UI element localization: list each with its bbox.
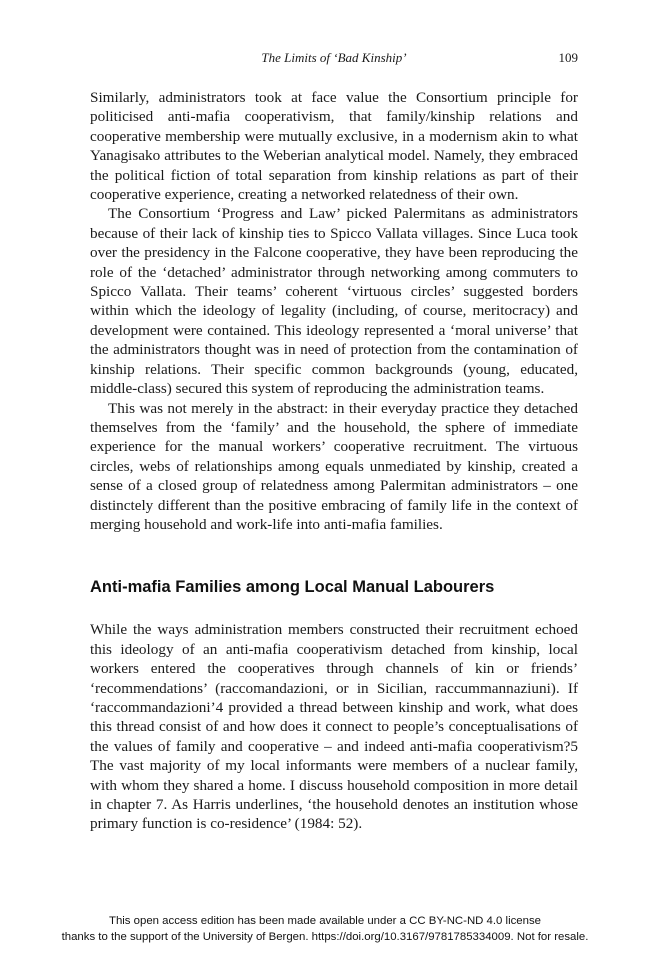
section-paragraph: While the ways administration members constructed their recruitment echoed this ideology of an anti-mafia cooperativism detached from kinship, local workers entered the cooperatives through channels of kin or friends’ ‘recommendations’ (raccomandazioni, or in Sicilian, raccummannaziuni). If ‘raccommandazioni’4 provided a thread between kinship and work, what does this thread consist of and how does it connect to people’s conceptualisations of the values of family and cooperative – and indeed anti-mafia cooperativism?5 The vast majority of my local informants were members of a nuclear family, with whom they shared a home. I discuss household composition in more detail in chapter 7. As Harris underlines, ‘the household denotes an institution whose primary function is co-residence’ (1984: 52). [90,621,578,833]
paragraph-2: The Consortium ‘Progress and Law’ picked Palermitans as administrators because of their lack of kinship ties to Spicco Vallata villages. Since Luca took over the presidency in the Falcone cooperative, they have been reproducing the role of the ‘detached’ administrator through networking among commuters to Spicco Vallata. Their teams’ coherent ‘virtuous circles’ suggested borders within which the ideology of legality (including, of course, meritocracy) and development were contained. This ideology represented a ‘moral universe’ that the administrators thought was in need of protection from the contamination of kinship relations. Their specific common backgrounds (young, educated, middle-class) secured this system of reproducing the administration teams. [90,205,578,398]
section-heading: Anti-mafia Families among Local Manual Labourers [90,578,495,597]
paragraph-3: This was not merely in the abstract: in their everyday practice they detached themselves from the ‘family’ and the household, the sphere of immediate experience for the manual workers’ cooperative recruitment. The virtuous circles, webs of relationships among equals unmediated by kinship, created a sense of a closed group of relatedness among Palermitan administrators – one distinctely different than the positive embracing of family life in the context of merging household and work-life into anti-mafia families. [90,399,578,533]
paragraph-1: Similarly, administrators took at face value the Consortium principle for politicised anti-mafia cooperativism, that family/kinship relations and cooperative membership were mutually exclusive, in a modernism akin to what Yanagisako attributes to the Weberian analytical model. Namely, they embraced the political fiction of total separation from kinship relations as part of their cooperative experience, creating a networked relatedness of their own. [90,89,578,204]
body-text [90,88,578,834]
license-footer [0,913,650,945]
license-line-2: thanks to the support of the University of Bergen. https://doi.org/10.3167/9781785334009. Not for resale. [61,931,589,943]
running-title: The Limits of ‘Bad Kinship’ [261,50,407,65]
license-line-1: This open access edition has been made available under a CC BY-NC-ND 4.0 license [108,915,542,927]
page-number: 109 [558,50,578,65]
running-head [90,50,578,70]
